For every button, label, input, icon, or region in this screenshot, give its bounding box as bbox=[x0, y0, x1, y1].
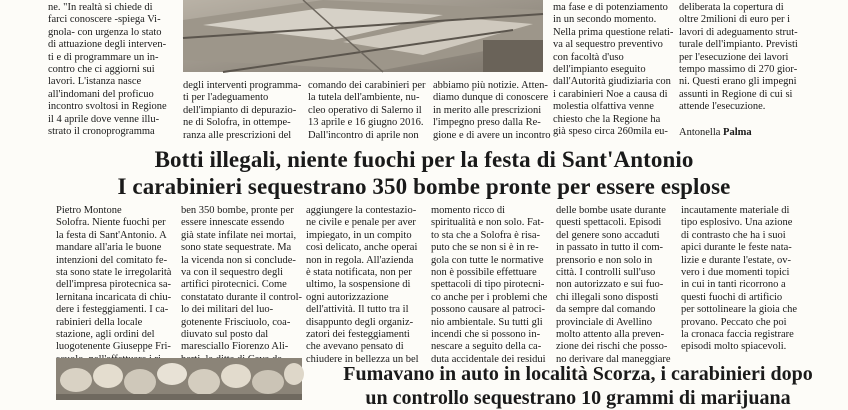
text-line: la cronaca faccia registrare bbox=[681, 329, 794, 341]
text-line: oltre 2milioni di euro per i bbox=[679, 14, 791, 26]
text-line: non autorizzato e sui fuo- bbox=[556, 279, 664, 291]
text-line: ben 350 bombe, pronte per bbox=[181, 205, 294, 216]
article-column-1 bbox=[56, 205, 174, 357]
text-line: Solofra. Niente fuochi per bbox=[56, 217, 166, 229]
text-line: ogni autorizzazione bbox=[306, 291, 389, 303]
text-line: dell'impianto di depurazio- bbox=[183, 104, 297, 116]
article-column-2 bbox=[181, 205, 303, 370]
text-line: così delicato, anche operai bbox=[306, 242, 418, 254]
text-line: di attuazione degli interven- bbox=[48, 39, 167, 51]
text-line: gotenente Frisciuolo, coa- bbox=[181, 316, 291, 328]
top-col1-text bbox=[48, 2, 176, 138]
text-line: provinciale di Avellino bbox=[556, 316, 653, 328]
text-line: gnola- con urgenza lo stato bbox=[48, 26, 162, 38]
text-line: disappunto degli organiz- bbox=[306, 316, 414, 328]
text-line: vero i due momenti topici bbox=[681, 267, 790, 279]
signature-surname: Palma bbox=[723, 127, 752, 138]
text-line: no derivare dal maneggiare bbox=[556, 353, 671, 365]
text-line: maresciallo Fiorenzo Ali- bbox=[181, 341, 289, 353]
text-line: lo dei militari del luo- bbox=[181, 304, 274, 316]
text-line: diamo dunque di conoscere bbox=[433, 92, 549, 104]
text-line: questi spettacoli. Episodi bbox=[556, 217, 662, 229]
top-col2-text bbox=[183, 80, 301, 142]
top-column-1 bbox=[48, 2, 176, 142]
article-col3-text bbox=[306, 205, 424, 366]
text-line: è stata notificata, non per bbox=[306, 267, 412, 279]
text-line: assunti in Regione di cui si bbox=[679, 88, 793, 100]
text-line: nescare a seguito della ca- bbox=[431, 341, 542, 353]
text-line: dere i festeggiamenti. I ca- bbox=[56, 304, 169, 316]
text-line: duta accidentale dei residui bbox=[431, 353, 546, 365]
plant-image bbox=[183, 0, 543, 72]
text-line: cleo operativo di Salerno il bbox=[308, 104, 422, 116]
text-line: di contrasto che ha i suoi bbox=[681, 229, 786, 241]
text-line: incendi che si possono in- bbox=[431, 329, 541, 341]
text-line: spettacoli di tipo pirotecni- bbox=[431, 279, 545, 291]
top-col3-text bbox=[308, 80, 426, 142]
article-col4-text bbox=[431, 205, 549, 366]
text-line: per sottolineare la gioia che bbox=[681, 304, 798, 316]
text-line: lizie e durante l'estate, ov- bbox=[681, 254, 792, 266]
text-line: la tutela dell'ambiente, nu- bbox=[308, 92, 420, 104]
text-line: dell'impresa pirotecnica sa- bbox=[56, 279, 172, 291]
top-col5-text bbox=[553, 2, 674, 138]
text-line: strato il cronoprogramma bbox=[48, 126, 155, 138]
text-line: zione dei rischi che posso- bbox=[556, 341, 668, 353]
text-line: molto attento alla preven- bbox=[556, 329, 665, 341]
text-line: ma fase e di potenziamento bbox=[553, 2, 668, 13]
text-line: tipo esplosivo. Una azione bbox=[681, 217, 793, 229]
article-col5-text bbox=[556, 205, 674, 366]
article-column-5 bbox=[556, 205, 674, 365]
text-line: in cui in tanti ricorrono a bbox=[681, 279, 786, 291]
headline-line-1: Botti illegali, niente fuochi per la festa di Sant'Antonio bbox=[154, 147, 694, 172]
article-column-4 bbox=[431, 205, 549, 365]
text-line: in un secondo momento. bbox=[553, 14, 657, 26]
text-line: possono causare al patroci- bbox=[431, 304, 545, 316]
text-line: zatori dei festeggiamenti bbox=[306, 329, 410, 341]
text-line: abbiamo più notizie. Atten- bbox=[433, 80, 548, 91]
text-line: ranza alle prescrizioni del bbox=[183, 129, 292, 141]
depuration-plant-photo bbox=[183, 0, 543, 72]
top-column-3 bbox=[308, 80, 426, 142]
text-line: nio ambientale. Su tutti gli bbox=[431, 316, 543, 328]
text-line: gola con tutte le normative bbox=[431, 254, 544, 266]
second-headline-line-1: Fumavano in auto in località Scorza, i carabinieri dopo bbox=[343, 363, 813, 385]
text-line: essere innescate essendo bbox=[181, 217, 285, 229]
top-col6-text bbox=[679, 2, 809, 114]
signature-name: Antonella bbox=[679, 127, 721, 138]
text-line: luogotenente Giuseppe Fri- bbox=[56, 341, 171, 353]
text-line: incautamente materiale di bbox=[681, 205, 790, 216]
top-column-5 bbox=[553, 2, 674, 142]
text-line: comando dei carabinieri per bbox=[308, 80, 426, 91]
text-line: con facoltà d'uso bbox=[553, 51, 624, 63]
text-line: città. I controlli sull'uso bbox=[556, 267, 656, 279]
top-column-2 bbox=[183, 80, 301, 142]
text-line: ti e di programmare un in- bbox=[48, 51, 159, 63]
text-line: impiegato, in un compito bbox=[306, 229, 412, 241]
text-line: contro che ci aggiorni sui bbox=[48, 64, 155, 76]
text-line: ti per l'adeguamento bbox=[183, 92, 269, 104]
text-line: che avevano pensato di bbox=[306, 341, 404, 353]
text-line: prensorio e non solo in bbox=[556, 254, 653, 266]
text-line: da sempre dal comando bbox=[556, 304, 656, 316]
text-line: rabinieri della locale bbox=[56, 316, 143, 328]
headline-line-2: I carabinieri sequestrano 350 bombe pronte per essere esplose bbox=[117, 174, 731, 199]
text-line: già state infilate nei mortai, bbox=[181, 229, 297, 241]
text-line: mandare all'aria le buone bbox=[56, 242, 162, 254]
article-col6-text bbox=[681, 205, 809, 354]
text-line: deliberata la copertura di bbox=[679, 2, 784, 13]
text-line: farci conoscere -spiega Vi- bbox=[48, 14, 161, 26]
text-line: del genere sono accaduti bbox=[556, 229, 660, 241]
text-line: intenzioni del comitato fe- bbox=[56, 254, 168, 266]
text-line: per l'esecuzione dei lavori bbox=[679, 51, 789, 63]
text-line: delle bombe usate durante bbox=[556, 205, 666, 216]
text-line: non è possibile effettuare bbox=[431, 267, 537, 279]
text-line: i carabinieri Noe a causa di bbox=[553, 88, 668, 100]
text-line: la vicenda non si conclude- bbox=[181, 254, 296, 266]
text-line: in passato in tutto il com- bbox=[556, 242, 664, 254]
text-line: ni. Questi erano gli impegni bbox=[679, 76, 797, 88]
text-line: co anche per i problemi che bbox=[431, 291, 548, 303]
text-line: incontro svoltosi in Regione bbox=[48, 101, 167, 113]
text-line: chiudere in bellezza un bel bbox=[306, 353, 419, 365]
text-line: episodi molto spiacevoli. bbox=[681, 341, 787, 353]
text-line: Dall'incontro di aprile non bbox=[308, 129, 419, 141]
text-line: dell'impianto eseguito bbox=[553, 64, 646, 76]
text-line: dell'attività. Il tutto tra il bbox=[306, 304, 409, 316]
text-line: tempo massimo di 270 gior- bbox=[679, 64, 798, 76]
text-line: degli interventi programma- bbox=[183, 80, 302, 91]
text-line: momento ricco di bbox=[431, 205, 506, 216]
text-line: 13 aprile e 16 giugno 2016. bbox=[308, 117, 424, 129]
text-line: dall'Autorità giudiziaria con bbox=[553, 76, 671, 88]
bombs-photo bbox=[56, 358, 302, 400]
text-line: molestia olfattiva venne bbox=[553, 101, 654, 113]
article-column-3 bbox=[306, 205, 424, 365]
text-line: il 4 aprile dove venne illu- bbox=[48, 113, 160, 125]
top-column-6 bbox=[679, 2, 809, 122]
second-headline-line-2: un controllo sequestrano 10 grammi di marijuana bbox=[365, 387, 791, 409]
text-line: attende l'esecuzione. bbox=[679, 101, 766, 113]
text-line: va al sequestro preventivo bbox=[553, 39, 663, 51]
text-line: Nella prima questione relati- bbox=[553, 26, 674, 38]
text-line: all'indomani del proficuo bbox=[48, 88, 154, 100]
text-line: constatato durante il control- bbox=[181, 291, 303, 303]
text-line: la festa di Sant'Antonio. A bbox=[56, 229, 167, 241]
text-line: ne di Solofra, in ottempe- bbox=[183, 117, 291, 129]
text-line: sono state sequestrate. Ma bbox=[181, 242, 292, 254]
article-col1-text bbox=[56, 217, 174, 366]
text-line: artifici pirotecnici. Come bbox=[181, 279, 287, 291]
top-col4-text bbox=[433, 80, 551, 142]
text-line: gione e di avere un incontro bbox=[433, 129, 551, 141]
article-col2-text bbox=[181, 205, 303, 366]
text-line: aggiungere la contestazio- bbox=[306, 205, 417, 216]
text-line: va con il sequestro degli bbox=[181, 267, 284, 279]
text-line: lernitana incaricata di chiu- bbox=[56, 291, 172, 303]
bombs-image bbox=[56, 358, 302, 400]
text-line: chiesto che la Regione ha bbox=[553, 113, 661, 125]
top-signature bbox=[679, 127, 809, 139]
text-line: questi fuochi di artificio bbox=[681, 291, 783, 303]
text-line: ne civile e penale per aver bbox=[306, 217, 416, 229]
text-line: ultimo, la sospensione di bbox=[306, 279, 411, 291]
text-line: puto che se non si è in re- bbox=[431, 242, 539, 254]
text-line: in merito alle prescrizioni bbox=[433, 104, 542, 116]
text-line: già speso circa 260mila eu- bbox=[553, 126, 668, 138]
text-line: ne. "In realtà si chiede di bbox=[48, 2, 153, 13]
text-line: diuvato sul posto dal bbox=[181, 329, 269, 341]
top-column-4 bbox=[433, 80, 551, 142]
text-line: spiritualità e non solo. Fat- bbox=[431, 217, 544, 229]
text-line: sta sono state le irregolarità bbox=[56, 267, 172, 279]
text-line: lavori di adeguamento strut- bbox=[679, 26, 798, 38]
article-column-6 bbox=[681, 205, 809, 360]
text-line: l'impegno preso dalla Re- bbox=[433, 117, 541, 129]
text-line: lavori. L'istanza nasce bbox=[48, 76, 142, 88]
text-line: to sta che a Solofra è risa- bbox=[431, 229, 541, 241]
text-line: chi illegali sono disposti bbox=[556, 291, 659, 303]
text-line: apici durante le feste nata- bbox=[681, 242, 792, 254]
article-author: Pietro Montone bbox=[56, 205, 122, 216]
text-line: non in regola. All'azienda bbox=[306, 254, 414, 266]
text-line: stazione, agli ordini del bbox=[56, 329, 155, 341]
text-line: provano. Peccato che poi bbox=[681, 316, 787, 328]
text-line: turale dell'impianto. Previsti bbox=[679, 39, 798, 51]
